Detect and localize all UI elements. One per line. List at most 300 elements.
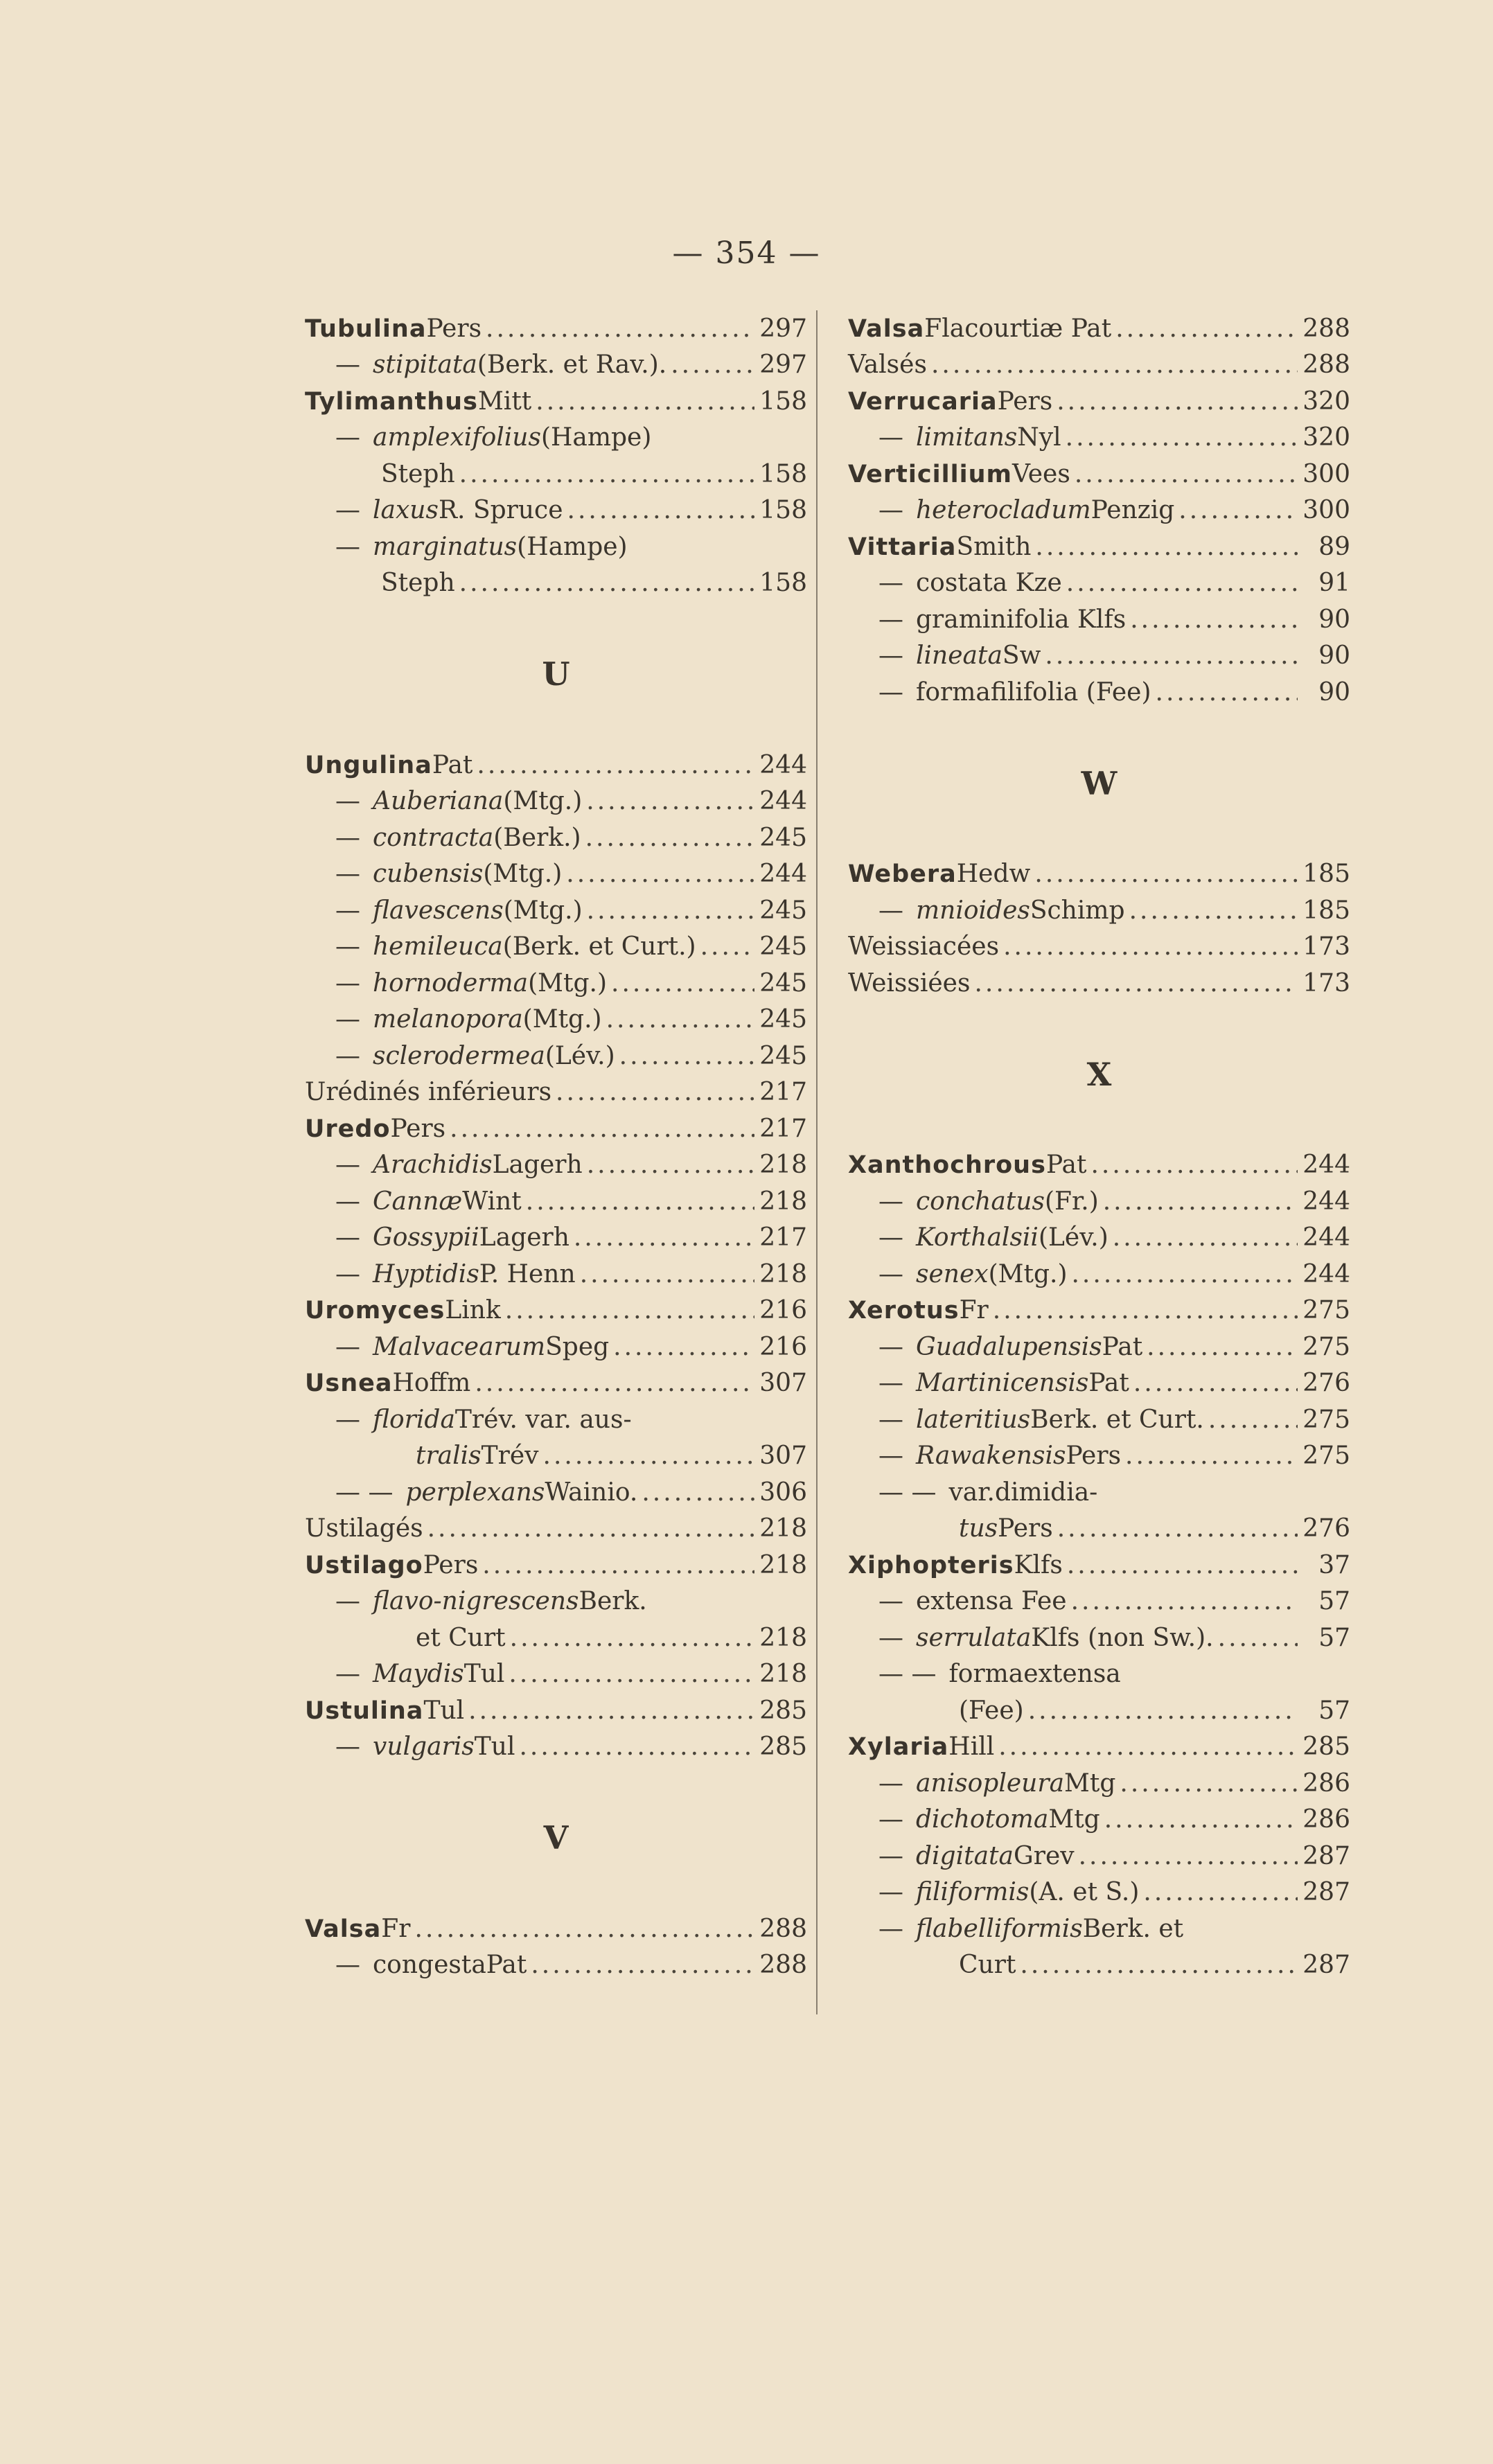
- entry-author: Tul: [423, 1696, 465, 1725]
- index-entry: [305, 1692, 807, 1729]
- entry-dash: —: [335, 532, 360, 561]
- index-entry: [848, 1584, 1350, 1620]
- leader-dots: [1067, 1548, 1298, 1584]
- index-entry: [305, 1547, 807, 1584]
- index-entry: [848, 674, 1350, 711]
- section-letter: [305, 1802, 807, 1874]
- entry-author: Mitt: [477, 387, 532, 416]
- entry-author: Pers: [1066, 1442, 1122, 1470]
- entry-page-number: 276: [1302, 1369, 1350, 1397]
- entry-dash: —: [878, 641, 903, 670]
- index-entry: [848, 1547, 1350, 1584]
- entry-page-number: 307: [759, 1442, 807, 1470]
- column-divider: [816, 310, 818, 2014]
- entry-page-number: 244: [1302, 1259, 1350, 1288]
- index-entry: [305, 1329, 807, 1365]
- index-entry: [848, 892, 1350, 929]
- entry-author: R. Spruce: [438, 496, 563, 524]
- entry-page-number: 245: [759, 968, 807, 998]
- entry-dash: —: [335, 968, 360, 998]
- entry-author: Pat: [432, 750, 473, 779]
- entry-author: (A. et S.): [1029, 1878, 1140, 1906]
- spacer: [305, 601, 807, 638]
- leader-dots: [510, 1620, 754, 1656]
- entry-page-number: 285: [759, 1732, 807, 1761]
- entry-dash: —: [878, 1769, 903, 1798]
- index-entry: [305, 1183, 807, 1220]
- index-entry: [305, 783, 807, 820]
- entry-author: Flacourtiæ Pat: [924, 314, 1112, 343]
- entry-page-number: 217: [759, 1223, 807, 1252]
- entry-author: Fr: [381, 1914, 411, 1943]
- index-entry: [305, 1729, 807, 1766]
- leader-dots: [1071, 1584, 1298, 1620]
- index-entry: [305, 493, 807, 529]
- entry-name: Urédinés inférieurs: [305, 1078, 552, 1106]
- entry-page-number: 90: [1318, 641, 1350, 670]
- index-entry: [848, 1838, 1350, 1874]
- index-entry: [305, 1110, 807, 1147]
- entry-name: hornoderma: [373, 968, 529, 998]
- entry-name: dichotoma: [916, 1805, 1049, 1834]
- entry-name: flabelliformis: [916, 1914, 1083, 1943]
- entry-name: Tylimanthus: [305, 387, 478, 416]
- entry-name: flavo-nigrescens: [373, 1587, 579, 1615]
- entry-name: Ungulina: [305, 751, 432, 779]
- index-entry: [848, 1729, 1350, 1766]
- entry-name: serrulata: [916, 1623, 1032, 1652]
- entry-name: Arachidis: [373, 1151, 493, 1179]
- entry-page-number: 217: [759, 1114, 807, 1143]
- entry-page-number: 320: [1302, 423, 1350, 452]
- index-entry: [848, 1947, 1350, 1984]
- entry-name: forma: [948, 1660, 1024, 1688]
- entry-name: Ustilagés: [305, 1514, 423, 1543]
- index-entry: [305, 1656, 807, 1693]
- entry-dash: — —: [878, 1660, 937, 1688]
- entry-page-number: 218: [759, 1623, 807, 1652]
- leader-dots: [482, 1548, 754, 1584]
- leader-dots: [1147, 1329, 1298, 1365]
- entry-name: tralis: [416, 1442, 482, 1470]
- leader-dots: [1045, 638, 1298, 674]
- leader-dots: [931, 347, 1298, 383]
- entry-author: Hoffm: [392, 1369, 471, 1397]
- entry-dash: —: [878, 496, 903, 524]
- leader-dots: [450, 1111, 754, 1147]
- index-entry: [848, 1293, 1350, 1329]
- entry-author: (Mtg.): [528, 968, 607, 998]
- entry-author: Pers: [998, 1514, 1053, 1543]
- entry-name: senex: [916, 1259, 989, 1288]
- entry-name: Valsa: [848, 314, 925, 343]
- index-entry: [848, 493, 1350, 529]
- entry-author: (Hampe): [540, 423, 652, 452]
- entry-author: (Lév.): [1038, 1223, 1108, 1252]
- entry-dash: —: [335, 1405, 360, 1434]
- entry-author: Hill: [948, 1732, 995, 1761]
- entry-author: Penzig: [1090, 496, 1175, 524]
- index-entry: [848, 1911, 1350, 1947]
- entry-page-number: 287: [1302, 1841, 1350, 1870]
- entry-page-number: 91: [1318, 569, 1350, 597]
- entry-name: Ustulina: [305, 1696, 424, 1725]
- entry-page-number: 218: [759, 1514, 807, 1543]
- entry-name: hemileuca: [373, 932, 503, 961]
- entry-dash: —: [335, 1005, 360, 1034]
- index-entry: [848, 1147, 1350, 1184]
- left-column: [305, 310, 807, 1983]
- entry-page-number: 245: [759, 1005, 807, 1034]
- entry-name: Guadalupensis: [916, 1332, 1102, 1361]
- index-entry: [848, 456, 1350, 493]
- entry-dash: —: [878, 605, 903, 634]
- leader-dots: [536, 384, 754, 420]
- entry-author: Berk.: [578, 1587, 647, 1615]
- entry-name: Webera: [848, 860, 957, 888]
- leader-dots: [1003, 929, 1298, 965]
- entry-author: Lagerh: [479, 1223, 569, 1252]
- entry-dash: —: [335, 1332, 360, 1361]
- entry-name: tus: [959, 1514, 998, 1543]
- entry-author: Berk. et Curt.: [1030, 1405, 1204, 1434]
- leader-dots: [543, 1438, 754, 1474]
- entry-page-number: 90: [1318, 605, 1350, 634]
- entry-dash: —: [335, 860, 360, 888]
- entry-name: extensa Fee: [916, 1587, 1067, 1615]
- index-entry: [848, 1401, 1350, 1438]
- entry-page-number: 37: [1318, 1550, 1350, 1579]
- index-entry: [305, 310, 807, 347]
- index-entry: [305, 1256, 807, 1293]
- index-entry: [305, 1002, 807, 1038]
- leader-dots: [580, 1257, 754, 1293]
- leader-dots: [1208, 1402, 1298, 1438]
- index-entry: [305, 1365, 807, 1402]
- index-entry: [305, 1038, 807, 1074]
- leader-dots: [585, 820, 754, 856]
- index-entry: [305, 1511, 807, 1548]
- index-entry: [305, 1947, 807, 1984]
- index-entry: [305, 420, 807, 457]
- entry-dash: —: [335, 1587, 360, 1615]
- entry-name: amplexifolius: [373, 423, 541, 452]
- leader-dots: [1071, 1257, 1298, 1293]
- entry-page-number: 286: [1302, 1805, 1350, 1834]
- index-entry: [848, 856, 1350, 893]
- leader-dots: [1115, 311, 1298, 347]
- entry-dash: —: [335, 1660, 360, 1688]
- index-entry: [848, 310, 1350, 347]
- leader-dots: [556, 1074, 754, 1110]
- entry-author: Smith: [956, 532, 1032, 561]
- entry-page-number: 275: [1302, 1332, 1350, 1361]
- entry-name: laxus: [373, 496, 439, 524]
- entry-author: Mtg: [1048, 1805, 1100, 1834]
- index-entry: [305, 529, 807, 565]
- index-entry: [848, 1802, 1350, 1838]
- entry-page-number: 245: [759, 932, 807, 961]
- entry-author: Mtg: [1064, 1769, 1116, 1798]
- index-entry: [305, 1911, 807, 1947]
- entry-author: Tul: [474, 1732, 515, 1761]
- entry-name: anisopleura: [916, 1769, 1065, 1798]
- spacer: [305, 1765, 807, 1802]
- entry-dash: —: [878, 1914, 903, 1943]
- index-entry: [305, 1401, 807, 1438]
- entry-author: P. Henn: [479, 1259, 576, 1288]
- entry-name: Auberiana: [373, 787, 504, 815]
- spacer: [305, 1874, 807, 1911]
- entry-page-number: 244: [759, 787, 807, 815]
- entry-author: (Berk. et Rav.).: [477, 351, 667, 379]
- entry-name: perplexans: [405, 1478, 545, 1507]
- index-entry: [848, 565, 1350, 602]
- index-entry: [848, 1256, 1350, 1293]
- index-entry: [848, 529, 1350, 565]
- index-entry: [848, 383, 1350, 420]
- entry-page-number: 218: [759, 1151, 807, 1179]
- entry-page-number: 244: [1302, 1223, 1350, 1252]
- entry-author: (Mtg.): [988, 1259, 1068, 1288]
- leader-dots: [611, 966, 754, 1002]
- entry-name: Xerotus: [848, 1297, 960, 1324]
- entry-dash: —: [878, 569, 903, 597]
- index-entry: [305, 1147, 807, 1184]
- entry-author: (Mtg.): [503, 787, 583, 815]
- entry-dash: — —: [878, 1478, 937, 1507]
- entry-name: lineata: [916, 641, 1002, 670]
- entry-page-number: 306: [759, 1478, 807, 1507]
- entry-name: Xiphopteris: [848, 1551, 1014, 1579]
- entry-page-number: 276: [1302, 1514, 1350, 1543]
- entry-author: (Mtg.): [503, 896, 583, 925]
- entry-page-number: 173: [1302, 968, 1350, 998]
- entry-name: Xylaria: [848, 1733, 949, 1761]
- index-entry: [305, 1293, 807, 1329]
- entry-dash: —: [335, 1151, 360, 1179]
- index-entry: [848, 638, 1350, 675]
- entry-author: Hedw: [956, 860, 1031, 888]
- leader-dots: [1104, 1802, 1298, 1838]
- index-entry: [305, 565, 807, 602]
- leader-dots: [1028, 1693, 1298, 1729]
- index-entry: [848, 1474, 1350, 1511]
- entry-name: Xanthochrous: [848, 1151, 1046, 1179]
- entry-name: Vittaria: [848, 533, 957, 561]
- entry-page-number: 300: [1302, 496, 1350, 524]
- entry-page-number: 173: [1302, 932, 1350, 961]
- entry-dash: —: [335, 1187, 360, 1216]
- entry-dash: —: [878, 1369, 903, 1397]
- leader-dots: [509, 1656, 754, 1692]
- entry-page-number: 300: [1302, 459, 1350, 488]
- entry-dash: —: [878, 896, 903, 925]
- leader-dots: [566, 856, 754, 892]
- entry-page-number: 218: [759, 1660, 807, 1688]
- section-letter-text: X: [1086, 1055, 1112, 1093]
- index-entry: [848, 1365, 1350, 1402]
- index-entry: [848, 1765, 1350, 1802]
- entry-page-number: 216: [759, 1296, 807, 1324]
- leader-dots: [477, 747, 754, 783]
- leader-dots: [567, 493, 754, 529]
- index-entry: [848, 1620, 1350, 1656]
- entry-author: Pers: [390, 1114, 446, 1143]
- entry-dash: —: [878, 1187, 903, 1216]
- entry-page-number: 158: [759, 459, 807, 488]
- entry-page-number: 297: [759, 314, 807, 343]
- entry-name: contracta: [373, 823, 494, 852]
- entry-name: melanopora: [373, 1005, 523, 1034]
- entry-name: Ustilago: [305, 1551, 423, 1579]
- index-entry: [848, 420, 1350, 457]
- leader-dots: [1103, 1184, 1298, 1220]
- entry-dash: —: [335, 496, 360, 524]
- index-entry: [848, 1874, 1350, 1911]
- entry-author: Pers: [426, 314, 482, 343]
- index-entry: [305, 347, 807, 384]
- entry-author: Klfs: [1014, 1550, 1063, 1579]
- entry-author: (Berk.): [493, 823, 581, 852]
- section-letter: [848, 747, 1350, 819]
- entry-dash: —: [878, 1878, 903, 1906]
- leader-dots: [1090, 1147, 1298, 1183]
- leader-dots: [1066, 565, 1298, 601]
- entry-name: Gossypii: [373, 1223, 479, 1252]
- leader-dots: [1156, 675, 1298, 711]
- leader-dots: [700, 929, 754, 965]
- entry-name: Steph: [381, 459, 455, 488]
- entry-name: Weissiées: [848, 968, 971, 998]
- entry-author: Vees: [1012, 459, 1070, 488]
- entry-page-number: 158: [759, 387, 807, 416]
- entry-dash: —: [335, 1951, 360, 1979]
- entry-author: (Mtg.): [522, 1005, 602, 1034]
- entry-name: digitata: [916, 1841, 1014, 1870]
- entry-dash: — —: [335, 1478, 394, 1507]
- index-entry: [305, 929, 807, 966]
- spacer: [848, 1110, 1350, 1147]
- entry-page-number: 218: [759, 1187, 807, 1216]
- entry-name: Uromyces: [305, 1297, 445, 1324]
- leader-dots: [587, 1147, 754, 1183]
- spacer: [848, 1002, 1350, 1038]
- entry-name: (Fee): [959, 1696, 1024, 1725]
- index-entry: [305, 1220, 807, 1257]
- entry-author: filifolia (Fee): [990, 677, 1151, 707]
- entry-page-number: 158: [759, 496, 807, 524]
- entry-author: (Lév.): [545, 1041, 615, 1070]
- leader-dots: [1075, 457, 1298, 493]
- entry-page-number: 285: [1302, 1732, 1350, 1761]
- leader-dots: [526, 1184, 754, 1220]
- entry-author: Pers: [423, 1550, 479, 1579]
- entry-page-number: 285: [759, 1696, 807, 1725]
- entry-author: Pat: [1088, 1369, 1129, 1397]
- entry-page-number: 297: [759, 351, 807, 379]
- index-entry: [305, 747, 807, 783]
- index-entry: [305, 1620, 807, 1656]
- entry-page-number: 244: [1302, 1151, 1350, 1179]
- entry-name: mnioides: [916, 896, 1030, 925]
- spacer: [305, 711, 807, 747]
- entry-page-number: 244: [759, 750, 807, 779]
- entry-author: Trév: [481, 1442, 539, 1470]
- entry-page-number: 275: [1302, 1296, 1350, 1324]
- index-entry: [848, 1220, 1350, 1257]
- entry-dash: —: [878, 1623, 903, 1652]
- index-entry: [305, 856, 807, 893]
- index-entry: [848, 1511, 1350, 1548]
- entry-page-number: 287: [1302, 1951, 1350, 1979]
- entry-dash: —: [335, 1041, 360, 1070]
- index-entry: [305, 1584, 807, 1620]
- entry-author: Tul: [463, 1660, 505, 1688]
- entry-dash: —: [878, 1223, 903, 1252]
- section-letter-text: V: [543, 1819, 569, 1856]
- entry-page-number: 217: [759, 1078, 807, 1106]
- entry-page-number: 245: [759, 823, 807, 852]
- entry-dash: —: [335, 823, 360, 852]
- leader-dots: [414, 1911, 754, 1947]
- entry-name: heterocladum: [916, 496, 1091, 524]
- entry-name: Weissiacées: [848, 932, 1000, 961]
- leader-dots: [531, 1947, 754, 1983]
- entry-name: conchatus: [916, 1187, 1045, 1216]
- index-entry: [848, 1183, 1350, 1220]
- entry-page-number: 89: [1318, 532, 1350, 561]
- entry-dash: —: [878, 1259, 903, 1288]
- leader-dots: [1143, 1874, 1298, 1911]
- entry-page-number: 57: [1318, 1587, 1350, 1615]
- leader-dots: [505, 1293, 754, 1329]
- entry-name: cubensis: [373, 860, 484, 888]
- entry-page-number: 57: [1318, 1623, 1350, 1652]
- entry-name: Usnea: [305, 1370, 393, 1397]
- section-letter-text: U: [542, 655, 570, 693]
- entry-page-number: 245: [759, 896, 807, 925]
- index-entry: [848, 1438, 1350, 1475]
- entry-dash: —: [335, 1223, 360, 1252]
- entry-dash: —: [335, 351, 360, 379]
- leader-dots: [619, 1038, 754, 1074]
- entry-dash: —: [878, 1587, 903, 1615]
- entry-name: graminifolia Klfs: [916, 605, 1127, 634]
- spacer: [848, 819, 1350, 856]
- entry-name: Curt: [959, 1951, 1016, 1979]
- entry-name: filiformis: [916, 1878, 1030, 1906]
- leader-dots: [974, 966, 1298, 1002]
- leader-dots: [587, 893, 754, 929]
- leader-dots: [1129, 893, 1298, 929]
- entry-author: (Berk. et Curt.): [502, 932, 696, 961]
- entry-dash: —: [335, 1732, 360, 1761]
- entry-page-number: 185: [1302, 896, 1350, 925]
- index-entry: [305, 456, 807, 493]
- entry-dash: —: [878, 1805, 903, 1834]
- entry-dash: —: [878, 423, 903, 452]
- index-entry: [305, 1074, 807, 1111]
- leader-dots: [459, 565, 754, 601]
- right-column: [848, 310, 1350, 1983]
- index-entry: [848, 929, 1350, 966]
- entry-name: limitans: [916, 423, 1018, 452]
- entry-author: Klfs (non Sw.).: [1031, 1623, 1214, 1652]
- spacer: [848, 711, 1350, 747]
- entry-author: extensa: [1023, 1660, 1121, 1688]
- leader-dots: [998, 1729, 1298, 1765]
